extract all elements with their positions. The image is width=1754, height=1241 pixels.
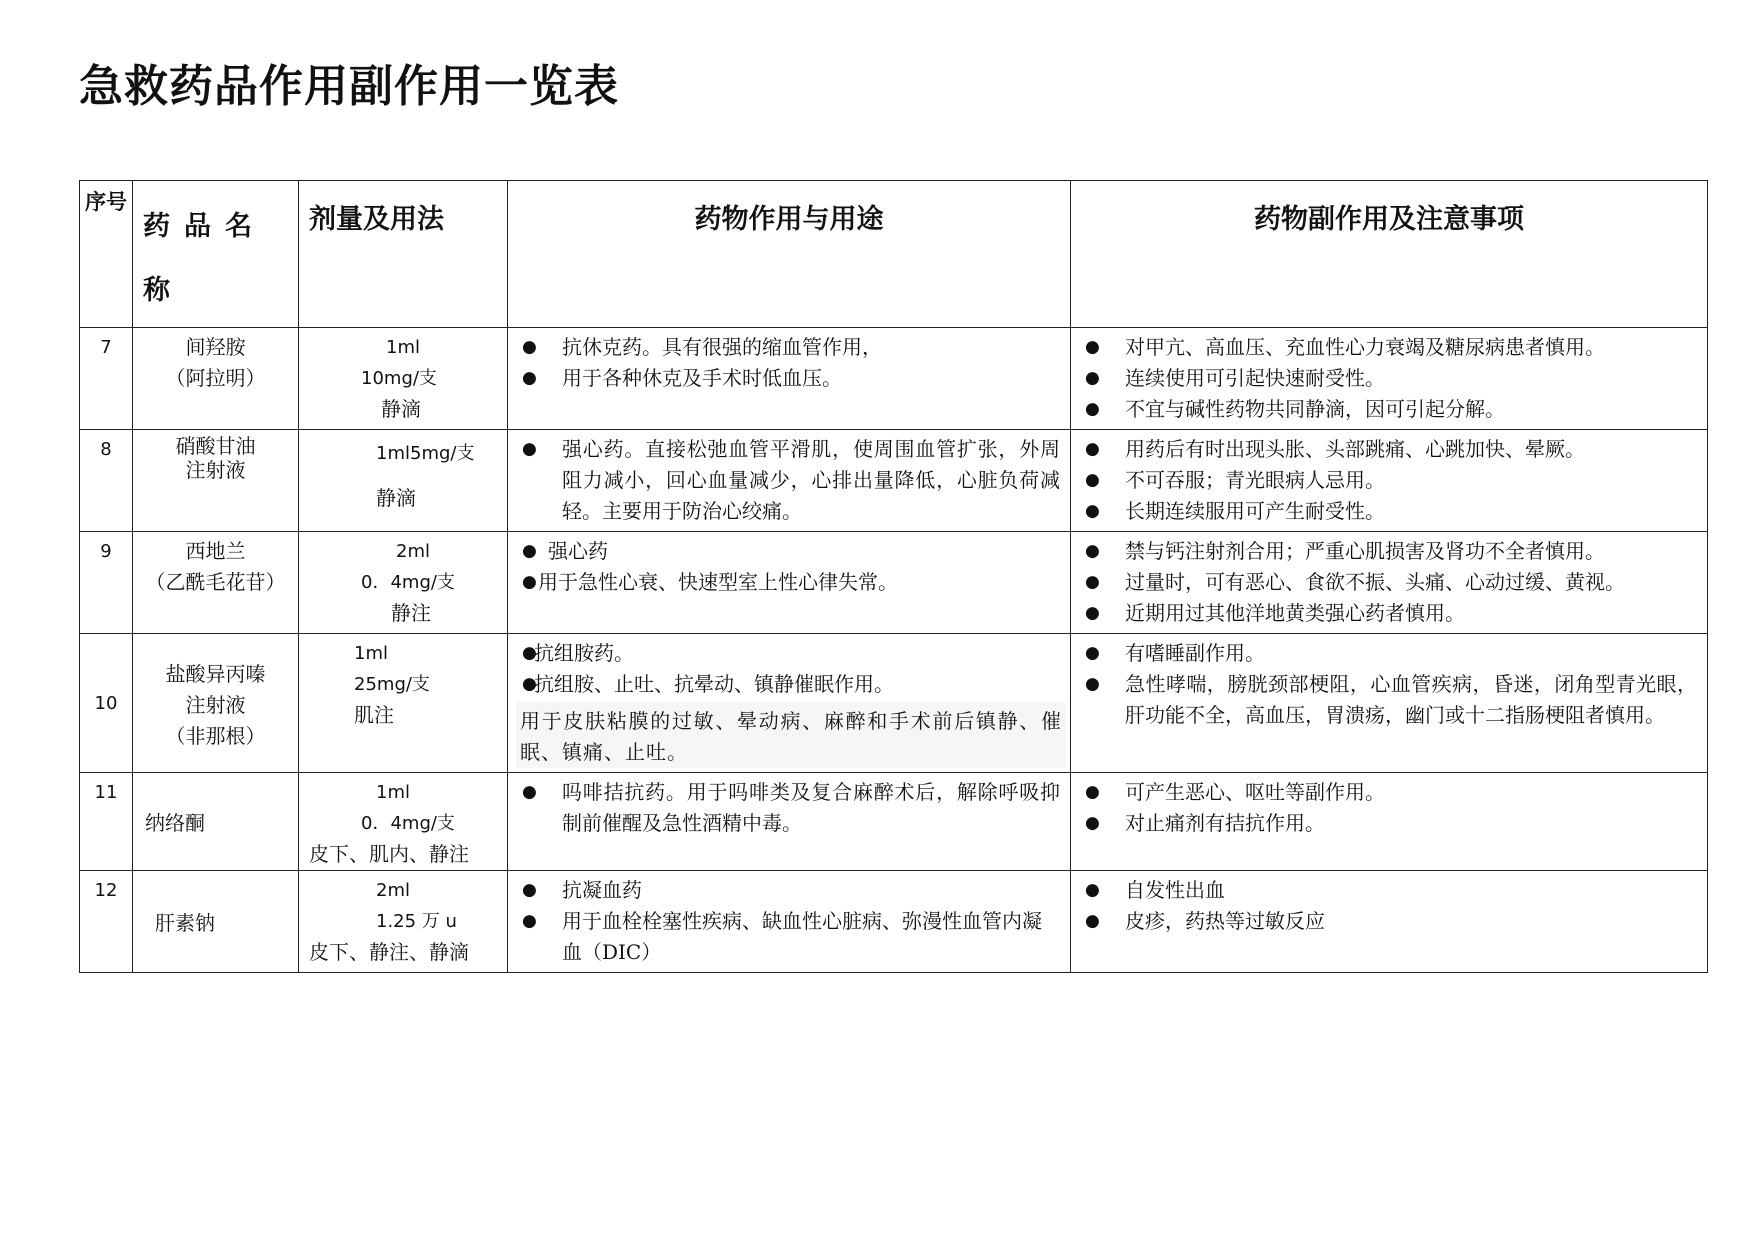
drug-name-cell (133, 773, 299, 871)
drug-name: 间羟胺 (185, 335, 246, 359)
table-row (80, 871, 1708, 973)
row-index: 10 (80, 634, 133, 773)
drug-name: 纳络酮 (145, 811, 205, 835)
side-effect-cell (1071, 871, 1708, 973)
table-row (80, 328, 1708, 430)
list-item: ● 不可吞服；青光眼病人忌用。 (1085, 468, 1385, 492)
row-index: 7 (80, 328, 133, 430)
drug-alias: （乙酰毛花苷） (145, 570, 286, 594)
dose-volume: 2ml (396, 541, 430, 562)
dose-strength: 0．4mg/支 (361, 813, 455, 834)
header-index: 序号 (80, 181, 133, 328)
list-item: ● 对止痛剂有拮抗作用。 (1085, 811, 1325, 835)
dosage-cell (299, 773, 508, 871)
list-item: ● 不宜与碱性药物共同静滴，因可引起分解。 (1085, 397, 1505, 421)
drug-name: 盐酸异丙嗪 (165, 661, 266, 686)
list-item: ● 强心药 (522, 539, 608, 563)
dose-route: 肌注 (354, 703, 394, 727)
drug-alias: （非那根） (165, 723, 266, 748)
list-item: ● 可产生恶心、呕吐等副作用。 (1085, 780, 1385, 804)
dose-volume: 1ml (386, 337, 420, 358)
list-item: ● 有嗜睡副作用。 (1085, 641, 1265, 665)
drug-name: 西地兰 (185, 539, 246, 563)
drug-name-form: 注射液 (185, 692, 246, 717)
dosage-cell (299, 430, 508, 532)
use-cell (508, 430, 1071, 532)
dose-route: 静滴 (376, 486, 416, 510)
table-row (80, 634, 1708, 773)
list-item: ● 用于各种休克及手术时低血压。 (522, 366, 842, 390)
dosage-cell (299, 634, 508, 773)
header-drug-name: 药品名称 (133, 181, 299, 328)
list-item: ● 急性哮喘，膀胱颈部梗阻，心血管疾病，昏迷，闭角型青光眼，肝功能不全，高血压，胃溃疡，幽门或十二指肠梗阻者慎用。 (1085, 672, 1697, 727)
use-cell (508, 871, 1071, 973)
side-effect-cell (1071, 634, 1708, 773)
table-header-row (80, 181, 1708, 328)
dosage-cell (299, 328, 508, 430)
table-row (80, 532, 1708, 634)
use-cell (508, 532, 1071, 634)
list-item: ● 禁与钙注射剂合用；严重心肌损害及肾功不全者慎用。 (1085, 539, 1605, 563)
dose-strength: 25mg/支 (354, 674, 430, 695)
side-effect-cell (1071, 773, 1708, 871)
table-row (80, 430, 1708, 532)
list-item: ● 吗啡拮抗药。用于吗啡类及复合麻醉术后，解除呼吸抑制前催醒及急性酒精中毒。 (522, 780, 1060, 835)
side-effect-cell (1071, 328, 1708, 430)
list-item: ● 强心药。直接松弛血管平滑肌，使周围血管扩张，外周阻力减小，回心血量减少，心排出量降低，心脏负荷减轻。主要用于防治心绞痛。 (522, 437, 1060, 523)
header-action-use: 药物作用与用途 (508, 181, 1071, 328)
list-item: ● 用于血栓栓塞性疾病、缺血性心脏病、弥漫性血管内凝血（DIC） (522, 909, 1042, 964)
list-item: ● 过量时，可有恶心、食欲不振、头痛、心动过缓、黄视。 (1085, 570, 1625, 594)
list-item: ● 抗凝血药 (522, 878, 642, 902)
list-item: ● 长期连续服用可产生耐受性。 (1085, 499, 1385, 523)
use-note: 用于皮肤粘膜的过敏、晕动病、麻醉和手术前后镇静、催眠、镇痛、止吐。 (516, 702, 1066, 768)
dose-volume: 2ml (376, 880, 410, 901)
dose-strength: 1ml5mg/支 (376, 443, 475, 464)
list-item: ● 皮疹，药热等过敏反应 (1085, 909, 1325, 933)
drug-name-cell (133, 871, 299, 973)
dose-route: 静注 (391, 601, 431, 625)
header-side-effects: 药物副作用及注意事项 (1071, 181, 1708, 328)
dose-route: 皮下、静注、静滴 (309, 940, 469, 964)
use-cell (508, 328, 1071, 430)
dose-volume: 1ml (376, 782, 410, 803)
use-cell (508, 634, 1071, 773)
list-item: ● 抗休克药。具有很强的缩血管作用， (522, 335, 882, 359)
list-item: ● 用药后有时出现头胀、头部跳痛、心跳加快、晕厥。 (1085, 437, 1585, 461)
table-row (80, 773, 1708, 871)
list-item: ● 用于急性心衰、快速型室上性心律失常。 (522, 570, 898, 594)
side-effect-cell (1071, 532, 1708, 634)
dose-volume: 1ml (354, 643, 388, 664)
dose-route: 皮下、肌内、静注 (309, 842, 469, 866)
list-item: ● 近期用过其他洋地黄类强心药者慎用。 (1085, 601, 1465, 625)
dose-strength: 10mg/支 (361, 368, 437, 389)
drug-name-cell (133, 328, 299, 430)
use-cell (508, 773, 1071, 871)
drug-alias: （阿拉明） (165, 366, 266, 390)
dosage-cell (299, 871, 508, 973)
drug-name: 硝酸甘油 (175, 434, 256, 458)
list-item: ● 自发性出血 (1085, 878, 1225, 902)
document-title: 急救药品作用副作用一览表 (79, 61, 619, 112)
dosage-cell (299, 532, 508, 634)
header-dosage: 剂量及用法 (299, 181, 508, 328)
drug-alias: 注射液 (185, 458, 246, 482)
row-index: 11 (80, 773, 133, 871)
dose-strength: 0．4mg/支 (361, 572, 455, 593)
list-item: ● 对甲亢、高血压、充血性心力衰竭及糖尿病患者慎用。 (1085, 335, 1605, 359)
drug-table (79, 180, 1708, 973)
row-index: 8 (80, 430, 133, 532)
drug-name-cell (133, 430, 299, 532)
dose-strength: 1.25 万 u (376, 911, 457, 932)
side-effect-cell (1071, 430, 1708, 532)
drug-name-cell (133, 634, 299, 773)
row-index: 9 (80, 532, 133, 634)
dose-route: 静滴 (381, 397, 421, 421)
drug-name: 肝素钠 (155, 911, 215, 935)
list-item: ● 抗组胺药。 (522, 641, 634, 665)
drug-name-cell (133, 532, 299, 634)
list-item: ● 抗组胺、止吐、抗晕动、镇静催眠作用。 (522, 672, 894, 696)
row-index: 12 (80, 871, 133, 973)
list-item: ● 连续使用可引起快速耐受性。 (1085, 366, 1385, 390)
